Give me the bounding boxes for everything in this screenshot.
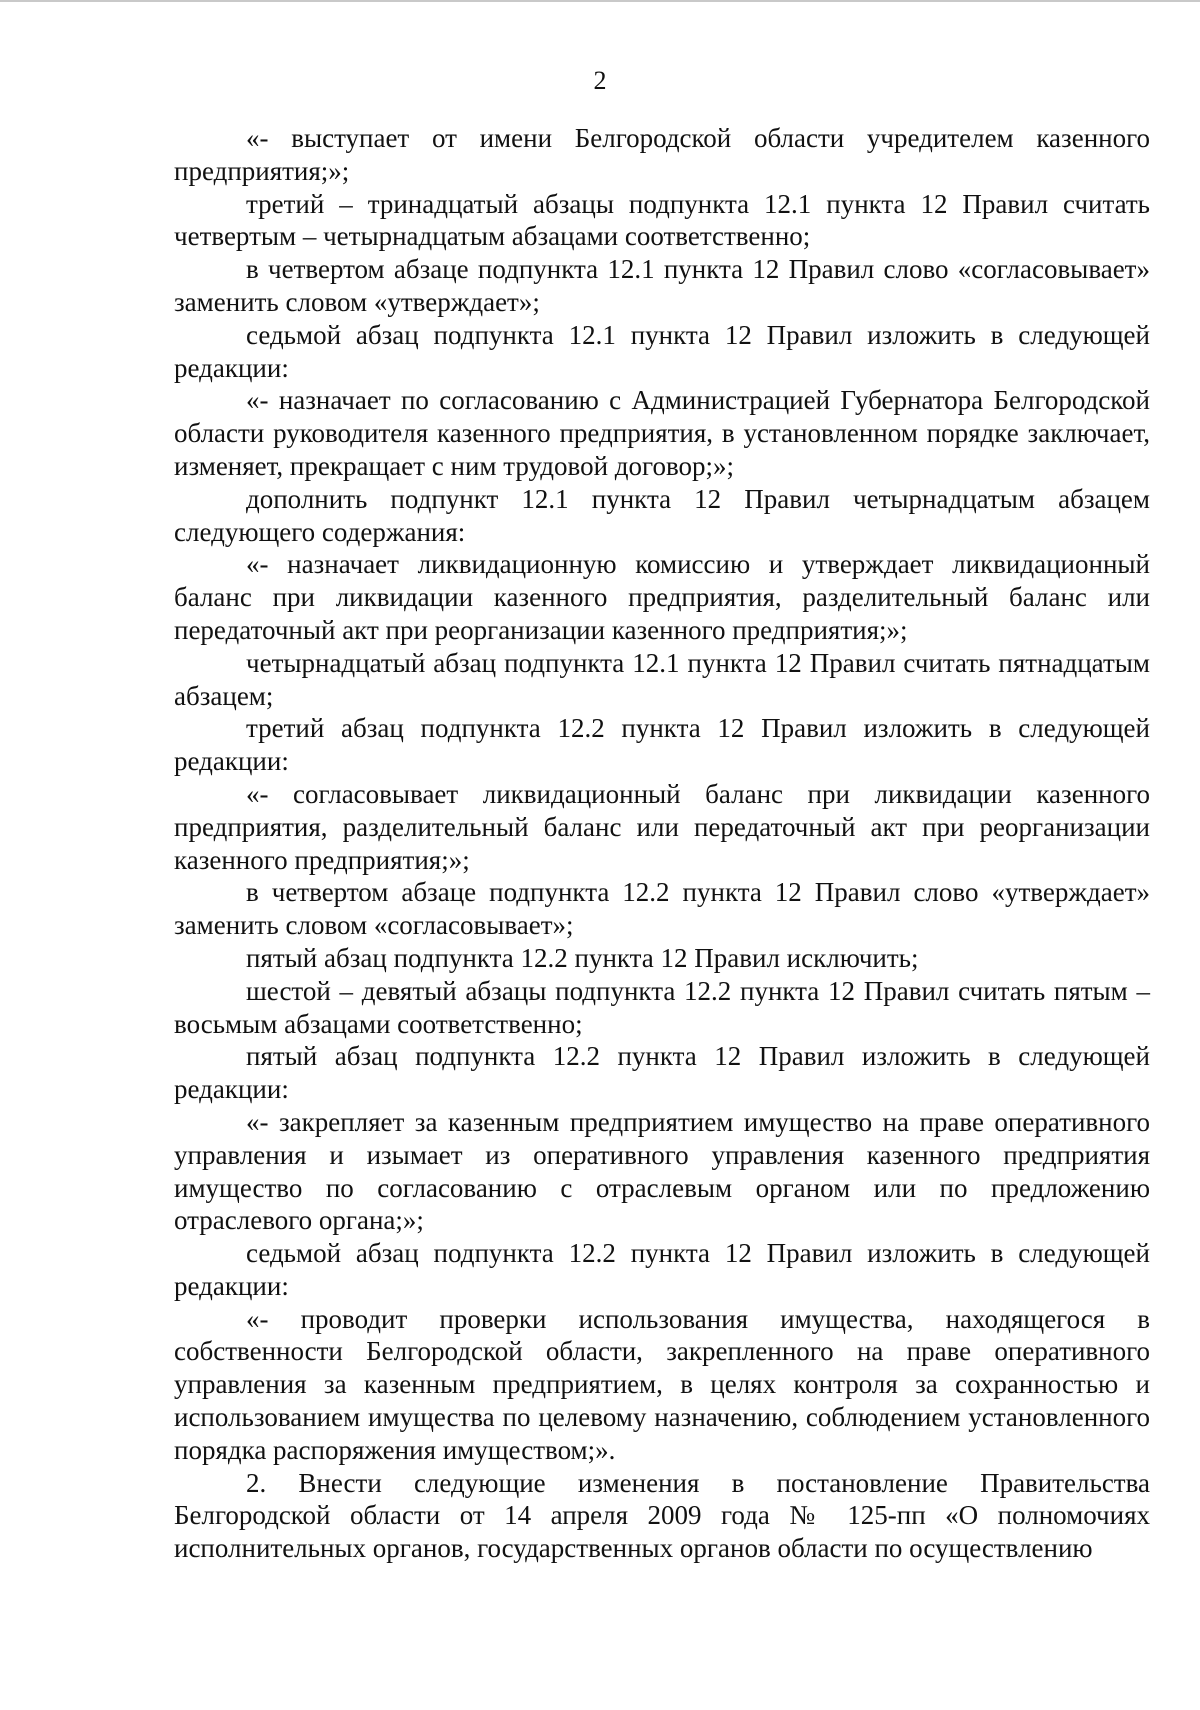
paragraph: седьмой абзац подпункта 12.1 пункта 12 Правил изложить в следующей редакции:: [174, 319, 1150, 383]
paragraph: «- согласовывает ликвидационный баланс при ликвидации казенного предприятия, разделительный баланс или передаточный акт при реорганизации казенного предприятия;»;: [174, 778, 1150, 875]
paragraph: седьмой абзац подпункта 12.2 пункта 12 Правил изложить в следующей редакции:: [174, 1238, 1150, 1301]
paragraph: пятый абзац подпункта 12.2 пункта 12 Правил исключить;: [246, 942, 919, 973]
paragraph: пятый абзац подпункта 12.2 пункта 12 Правил изложить в следующей редакции:: [174, 1041, 1150, 1105]
paragraph: третий абзац подпункта 12.2 пункта 12 Правил изложить в следующей редакции:: [174, 713, 1150, 777]
paragraph: четырнадцатый абзац подпункта 12.1 пункта 12 Правил считать пятнадцатым абзацем;: [174, 647, 1150, 711]
paragraph: в четвертом абзаце подпункта 12.1 пункта 12 Правил слово «согласовывает» заменить словом «утверждает»;: [174, 254, 1150, 317]
top-border-line: [0, 0, 1200, 2]
page-number: 2: [593, 66, 607, 95]
paragraph: в четвертом абзаце подпункта 12.2 пункта 12 Правил слово «утверждает» заменить словом «согласовывает»;: [174, 877, 1150, 941]
paragraph: 2. Внести следующие изменения в постановление Правительства Белгородской области от 14 апреля 2009 года № 125-пп «О полномочиях исполнительных органов, государственных органов области по осуществлению: [174, 1467, 1150, 1564]
paragraph: третий – тринадцатый абзацы подпункта 12.1 пункта 12 Правил считать четвертым – четырнадцатым абзацами соответственно;: [174, 188, 1150, 252]
paragraph: «- проводит проверки использования имущества, находящегося в собственности Белгородской области, закрепленного на праве оперативного управления за казенным предприятием, в целях контроля за сохранностью и использованием имущества по целевому назначению, соблюдением установленного порядка распоряжения имуществом;».: [174, 1303, 1150, 1465]
paragraph: «- назначает ликвидационную комиссию и утверждает ликвидационный баланс при ликвидации казенного предприятия, разделительный баланс или передаточный акт при реорганизации казенного предприятия;»;: [174, 549, 1150, 645]
paragraph: «- назначает по согласованию с Администрацией Губернатора Белгородской области руководителя казенного предприятия, в установленном порядке заключает, изменяет, прекращает с ним трудовой договор;»;: [174, 385, 1150, 481]
paragraph: «- закрепляет за казенным предприятием имущество на праве оперативного управления и изымает из оперативного управления казенного предприятия имущество по согласованию с отраслевым органом или по предложению отраслевого органа;»;: [174, 1106, 1150, 1236]
paragraph: «- выступает от имени Белгородской области учредителем казенного предприятия;»;: [174, 123, 1150, 186]
document-body: [174, 122, 1150, 1565]
paragraph: дополнить подпункт 12.1 пункта 12 Правил четырнадцатым абзацем следующего содержания:: [174, 483, 1150, 547]
paragraph: шестой – девятый абзацы подпункта 12.2 пункта 12 Правил считать пятым – восьмым абзацами соответственно;: [174, 975, 1150, 1039]
